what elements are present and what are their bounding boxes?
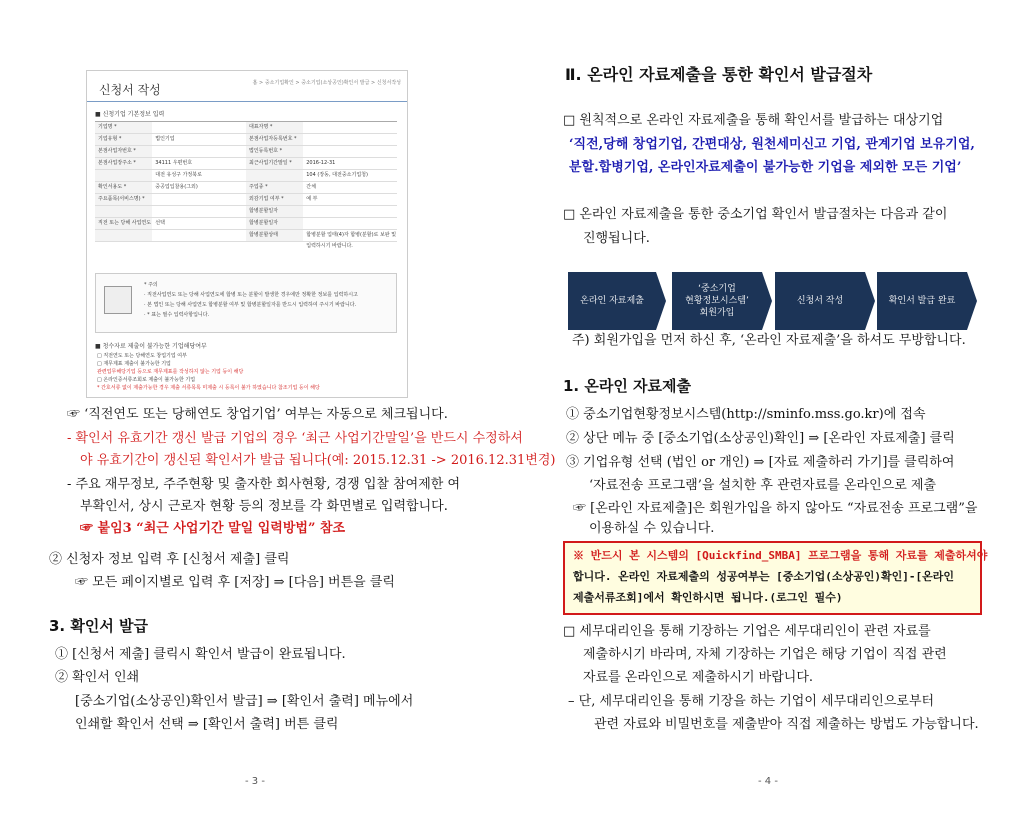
target-criteria-1: ‘직전,당해 창업기업, 간편대상, 원천세미신고 기업, 관계기업 보유기업, <box>569 137 975 152</box>
flow-step-2: ‘중소기업 현황정보시스템’ 회원가입 <box>672 272 762 330</box>
step-2-note: ☞ 모든 페이지별로 입력 후 [저장] ⇒ [다음] 버튼을 클릭 <box>75 575 395 590</box>
warning-line-3: 제출서류조회]에서 확인하시면 됩니다.(로그인 필수) <box>573 591 843 604</box>
attachment-reference: ☞ 붙임3 “최근 사업기간 말일 입력방법” 참조 <box>80 521 346 536</box>
tax-agent-2: 제출하시기 바라며, 자체 기장하는 기업은 해당 기업이 직접 관련 <box>583 647 947 662</box>
warning-line-1: ※ 반드시 본 시스템의 [Quickfind_SMBA] 프로그램을 통해 자료를 제출하셔야 <box>573 549 988 562</box>
form-field[interactable] <box>303 206 397 217</box>
form-label: 최근사업기간말일 * <box>246 158 303 169</box>
form-field[interactable]: 2016-12-31 <box>306 160 336 166</box>
form-section-exempt: ■ 청수자료 제출이 불가능한 기업해당여부 <box>95 343 207 350</box>
tax-agent-4: – 단, 세무대리인을 통해 기장을 하는 기업이 세무대리인으로부터 <box>568 694 935 709</box>
online-tip-1: ☞ [온라인 자료제출]은 회원가입을 하지 않아도 “자료전송 프로그램”을 <box>573 501 978 516</box>
form-label: 직전 또는 당해 사업연도 <box>95 218 152 229</box>
form-field[interactable]: 합병분할 업태(4)자 합병(분할)로 보완 및 입력하시기 바랍니다. <box>306 232 397 249</box>
form-label <box>95 230 152 241</box>
procedure-intro-2: 진행됩니다. <box>583 231 650 246</box>
online-step-3-cont: ‘자료전송 프로그램’을 설치한 후 관련자료를 온라인으로 제출 <box>589 478 937 493</box>
form-label: 본점사업자등록번호 * <box>246 134 303 145</box>
form-field[interactable] <box>303 122 397 133</box>
flow-arrow-2 <box>762 272 772 330</box>
exempt-check-item[interactable]: □ 온라인증서류조회로 제출이 불가능한 기업 <box>97 377 196 383</box>
form-label: 확인서용도 * <box>95 182 152 193</box>
form-row <box>95 146 397 158</box>
form-label: 기업명 * <box>95 122 152 133</box>
form-label: 주업종 * <box>246 182 303 193</box>
form-field[interactable] <box>152 194 246 205</box>
online-step-1: ① 중소기업현황정보시스템(http://sminfo.mss.go.kr)에 접속 <box>566 407 926 422</box>
notice-lines <box>144 280 358 320</box>
notice-line: · * 표는 필수 입력사항입니다. <box>144 312 210 318</box>
form-section-basic: ■ 신청기업 기본정보 입력 <box>95 111 165 118</box>
form-row <box>95 194 397 206</box>
form-field[interactable]: 간체 <box>306 184 316 190</box>
warning-line-2: 합니다. 온라인 자료제출의 성공여부는 [중소기업(소상공인)확인]-[온라인 <box>573 570 954 583</box>
form-field[interactable]: 중공업입찰용(그외) <box>155 184 198 190</box>
form-field[interactable] <box>152 206 246 217</box>
financial-info-2: 부확인서, 상시 근로자 현황 등의 정보를 각 화면별로 입력합니다. <box>80 499 448 514</box>
step-2: ② 신청자 정보 입력 후 [신청서 제출] 클릭 <box>49 552 290 567</box>
form-label: 법인등록번호 * <box>246 146 303 157</box>
issue-step-1: ① [신청서 제출] 클릭시 확인서 발급이 완료됩니다. <box>55 647 346 662</box>
procedure-intro-1: □ 온라인 자료제출을 통한 중소기업 확인서 발급절차는 다음과 같이 <box>563 207 948 222</box>
form-field[interactable] <box>303 134 397 145</box>
signup-note: 주) 회원가입을 먼저 하신 후, ‘온라인 자료제출’을 하셔도 무방합니다. <box>572 333 966 348</box>
form-divider <box>87 101 407 102</box>
issue-step-3: [중소기업(소상공인)확인서 발급] ⇒ [확인서 출력] 메뉴에서 <box>75 694 414 709</box>
form-row <box>95 122 397 134</box>
target-intro: □ 원칙적으로 온라인 자료제출을 통해 확인서를 발급하는 대상기업 <box>563 113 944 128</box>
form-title: 신청서 작성 <box>99 83 161 97</box>
notice-document-icon <box>104 286 132 314</box>
form-row <box>95 206 397 218</box>
form-field[interactable] <box>152 230 246 241</box>
page-number-3: - 3 - <box>245 776 265 787</box>
exempt-check-item[interactable]: * 간호서류 없이 제출가능한 경우 제출 서류목록 미제출 시 등록이 불가 하였습니다 참조기업 등이 해당 <box>97 385 320 391</box>
form-row <box>95 182 397 194</box>
form-row <box>95 158 397 170</box>
form-field[interactable]: 대전 유성구 가정북로 <box>155 172 202 178</box>
form-label: 합병분할일자 <box>246 206 303 217</box>
online-tip-2: 이용하실 수 있습니다. <box>589 521 715 536</box>
tax-agent-1: □ 세무대리인을 통해 기장하는 기업은 세무대리인이 관련 자료를 <box>563 624 931 639</box>
form-field[interactable]: 예 부 <box>306 196 318 202</box>
form-breadcrumb: 홈 > 중소기업확인 > 중소기업(소상공인)확인서 발급 > 신청서작성 <box>252 80 401 86</box>
online-step-2: ② 상단 메뉴 중 [중소기업(소상공인)확인] ⇒ [온라인 자료제출] 클릭 <box>566 431 955 446</box>
form-field[interactable] <box>152 146 246 157</box>
exempt-check-list <box>97 352 320 392</box>
form-field[interactable] <box>303 218 397 229</box>
form-label: 본점사업자번호 * <box>95 146 152 157</box>
exempt-check-item[interactable]: □ 재무제표 제출이 불가능한 기업 <box>97 361 171 367</box>
flow-arrow-1 <box>656 272 666 330</box>
form-label: 대표자명 * <box>246 122 303 133</box>
issue-step-2: ② 확인서 인쇄 <box>55 670 140 685</box>
exempt-check-item[interactable]: 관련업무해당기업 등으로 재무제표를 작성하지 않는 기업 등이 해당 <box>97 369 244 375</box>
exempt-check-item[interactable]: □ 직전연도 또는 당해연도 창업기업 여부 <box>97 353 187 359</box>
auto-check-note: ☞ ‘직전연도 또는 당해연도 창업기업’ 여부는 자동으로 체크됩니다. <box>67 407 448 422</box>
form-field[interactable] <box>303 146 397 157</box>
form-table <box>95 121 397 249</box>
form-field[interactable]: 선택 <box>155 220 165 226</box>
form-label: 주요품목(서비스명) * <box>95 194 152 205</box>
online-step-3: ③ 기업유형 선택 (법인 or 개인) ⇒ [자료 제출하러 가기]를 클릭하여 <box>566 455 955 470</box>
issue-step-4: 인쇄할 확인서 선택 ⇒ [확인서 출력] 버튼 클릭 <box>75 717 339 732</box>
form-label: 합병분할일자 <box>246 218 303 229</box>
flow-arrow-4 <box>967 272 977 330</box>
flow-step-1: 온라인 자료제출 <box>568 272 656 330</box>
form-label: 외감기업 여부 * <box>246 194 303 205</box>
notice-line: * 주의 <box>144 282 158 288</box>
tax-agent-5: 관련 자료와 비밀번호를 제출받아 직접 제출하는 방법도 가능합니다. <box>594 717 979 732</box>
flow-step-4: 확인서 발급 완료 <box>877 272 967 330</box>
section-3-heading: 3. 확인서 발급 <box>49 617 149 635</box>
form-label: 기업유형 * <box>95 134 152 145</box>
notice-line: · 직전사업연도 또는 당해 사업연도에 합병 또는 분할이 발생한 경우에만 정확한 정보를 입력하시고 <box>144 292 358 298</box>
flow-step-3: 신청서 작성 <box>775 272 865 330</box>
form-row <box>95 134 397 146</box>
tax-agent-3: 자료를 온라인으로 제출하시기 바랍니다. <box>583 670 814 685</box>
notice-line: · 본 법인 또는 당해 사업연도 합병분할 여부 및 합병분할일자를 반드시 입력하여 주시기 바랍니다. <box>144 302 357 308</box>
page-number-4: - 4 - <box>758 776 778 787</box>
form-screenshot <box>86 70 408 398</box>
form-label <box>95 206 152 217</box>
form-row <box>95 218 397 230</box>
online-submit-heading: 1. 온라인 자료제출 <box>563 377 692 395</box>
form-label <box>246 170 303 181</box>
form-label: 합병분할상태 <box>246 230 303 241</box>
warning-box <box>563 541 988 615</box>
page4-title: Ⅱ. 온라인 자료제출을 통한 확인서 발급절차 <box>565 65 873 84</box>
form-field[interactable]: 법인기업 <box>155 136 175 142</box>
validity-note-2: 야 유효기간이 갱신된 확인서가 발급 됩니다(예: 2015.12.31 -> 2016.12.31변경) <box>80 453 556 468</box>
flow-arrow-3 <box>865 272 875 330</box>
form-row <box>95 230 397 249</box>
validity-note-1: - 확인서 유효기간 갱신 발급 기업의 경우 ‘최근 사업기간말일’을 반드시 수정하셔 <box>67 431 523 446</box>
form-field[interactable]: 104 (장동, 대전중소기업청) <box>306 172 368 178</box>
target-criteria-2: 분할.합병기업, 온라인자료제출이 불가능한 기업을 제외한 모든 기업’ <box>569 160 962 175</box>
financial-info-1: - 주요 재무정보, 주주현황 및 출자한 회사현황, 경쟁 입찰 참여제한 여 <box>67 477 461 492</box>
form-field[interactable]: 34111 우편번호 <box>155 160 193 166</box>
form-row <box>95 170 397 182</box>
form-label <box>95 170 152 181</box>
form-label: 본점사업장주소 * <box>95 158 152 169</box>
form-notice-box <box>95 273 397 333</box>
form-field[interactable] <box>152 122 246 133</box>
